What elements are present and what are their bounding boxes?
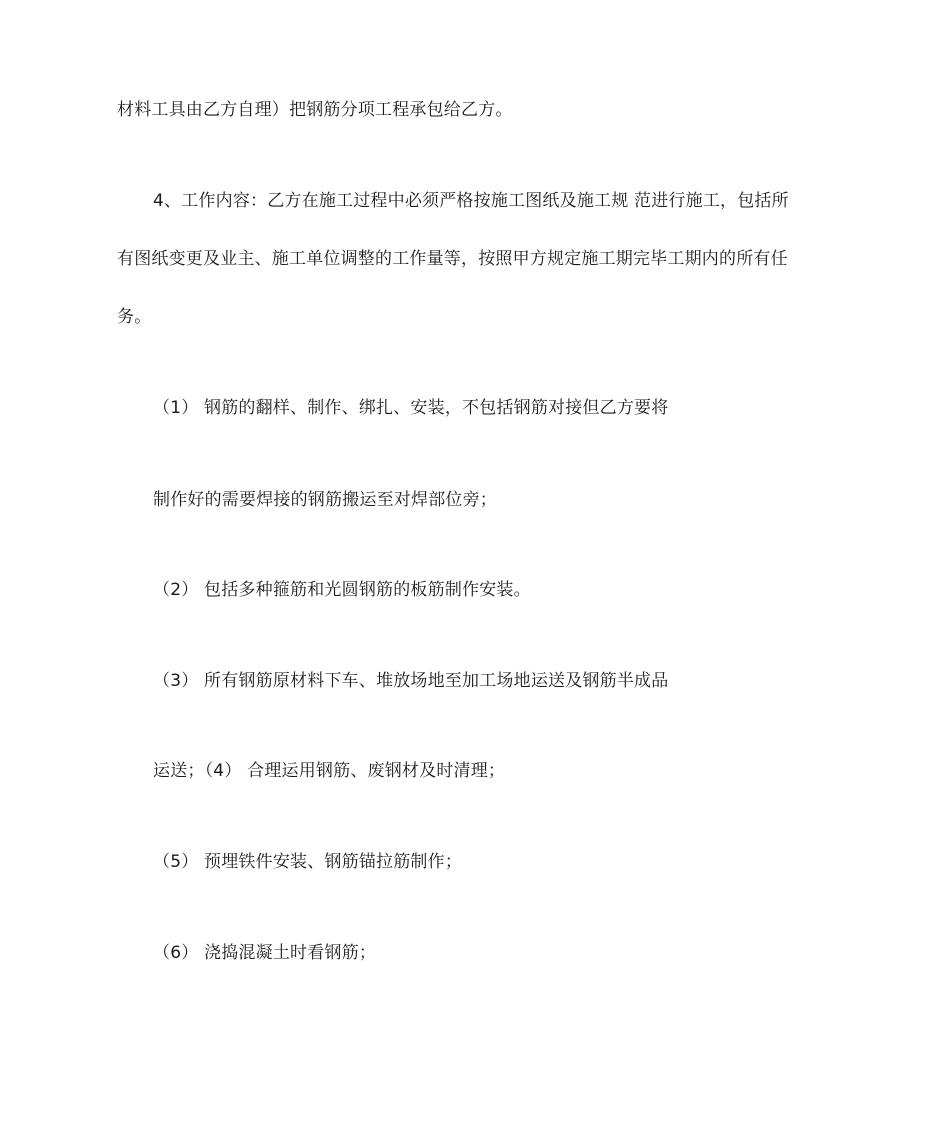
list-item-1-cont: 制作好的需要焊接的钢筋搬运至对焊部位旁； — [153, 490, 497, 510]
list-item-3: （3） 所有钢筋原材料下车、堆放场地至加工场地运送及钢筋半成品 — [153, 671, 669, 691]
list-item-3-cont-and-4: 运送；（4） 合理运用钢筋、废钢材及时清理； — [153, 761, 506, 781]
paragraph-line-work-content-end: 务。 — [117, 307, 152, 327]
list-item-5: （5） 预埋铁件安装、钢筋锚拉筋制作； — [153, 852, 463, 872]
paragraph-line-work-content: 4、工作内容：乙方在施工过程中必须严格按施工图纸及施工规 范进行施工，包括所 — [153, 191, 789, 211]
list-item-6: （6） 浇捣混凝土时看钢筋； — [153, 943, 377, 963]
list-item-2: （2） 包括多种箍筋和光圆钢筋的板筋制作安装。 — [153, 580, 531, 600]
list-item-1: （1） 钢筋的翻样、制作、绑扎、安装，不包括钢筋对接但乙方要将 — [153, 398, 669, 418]
paragraph-line-materials: 材料工具由乙方自理）把钢筋分项工程承包给乙方。 — [117, 100, 513, 120]
paragraph-line-work-content-cont: 有图纸变更及业主、施工单位调整的工作量等，按照甲方规定施工期完毕工期内的所有任 — [117, 249, 788, 269]
